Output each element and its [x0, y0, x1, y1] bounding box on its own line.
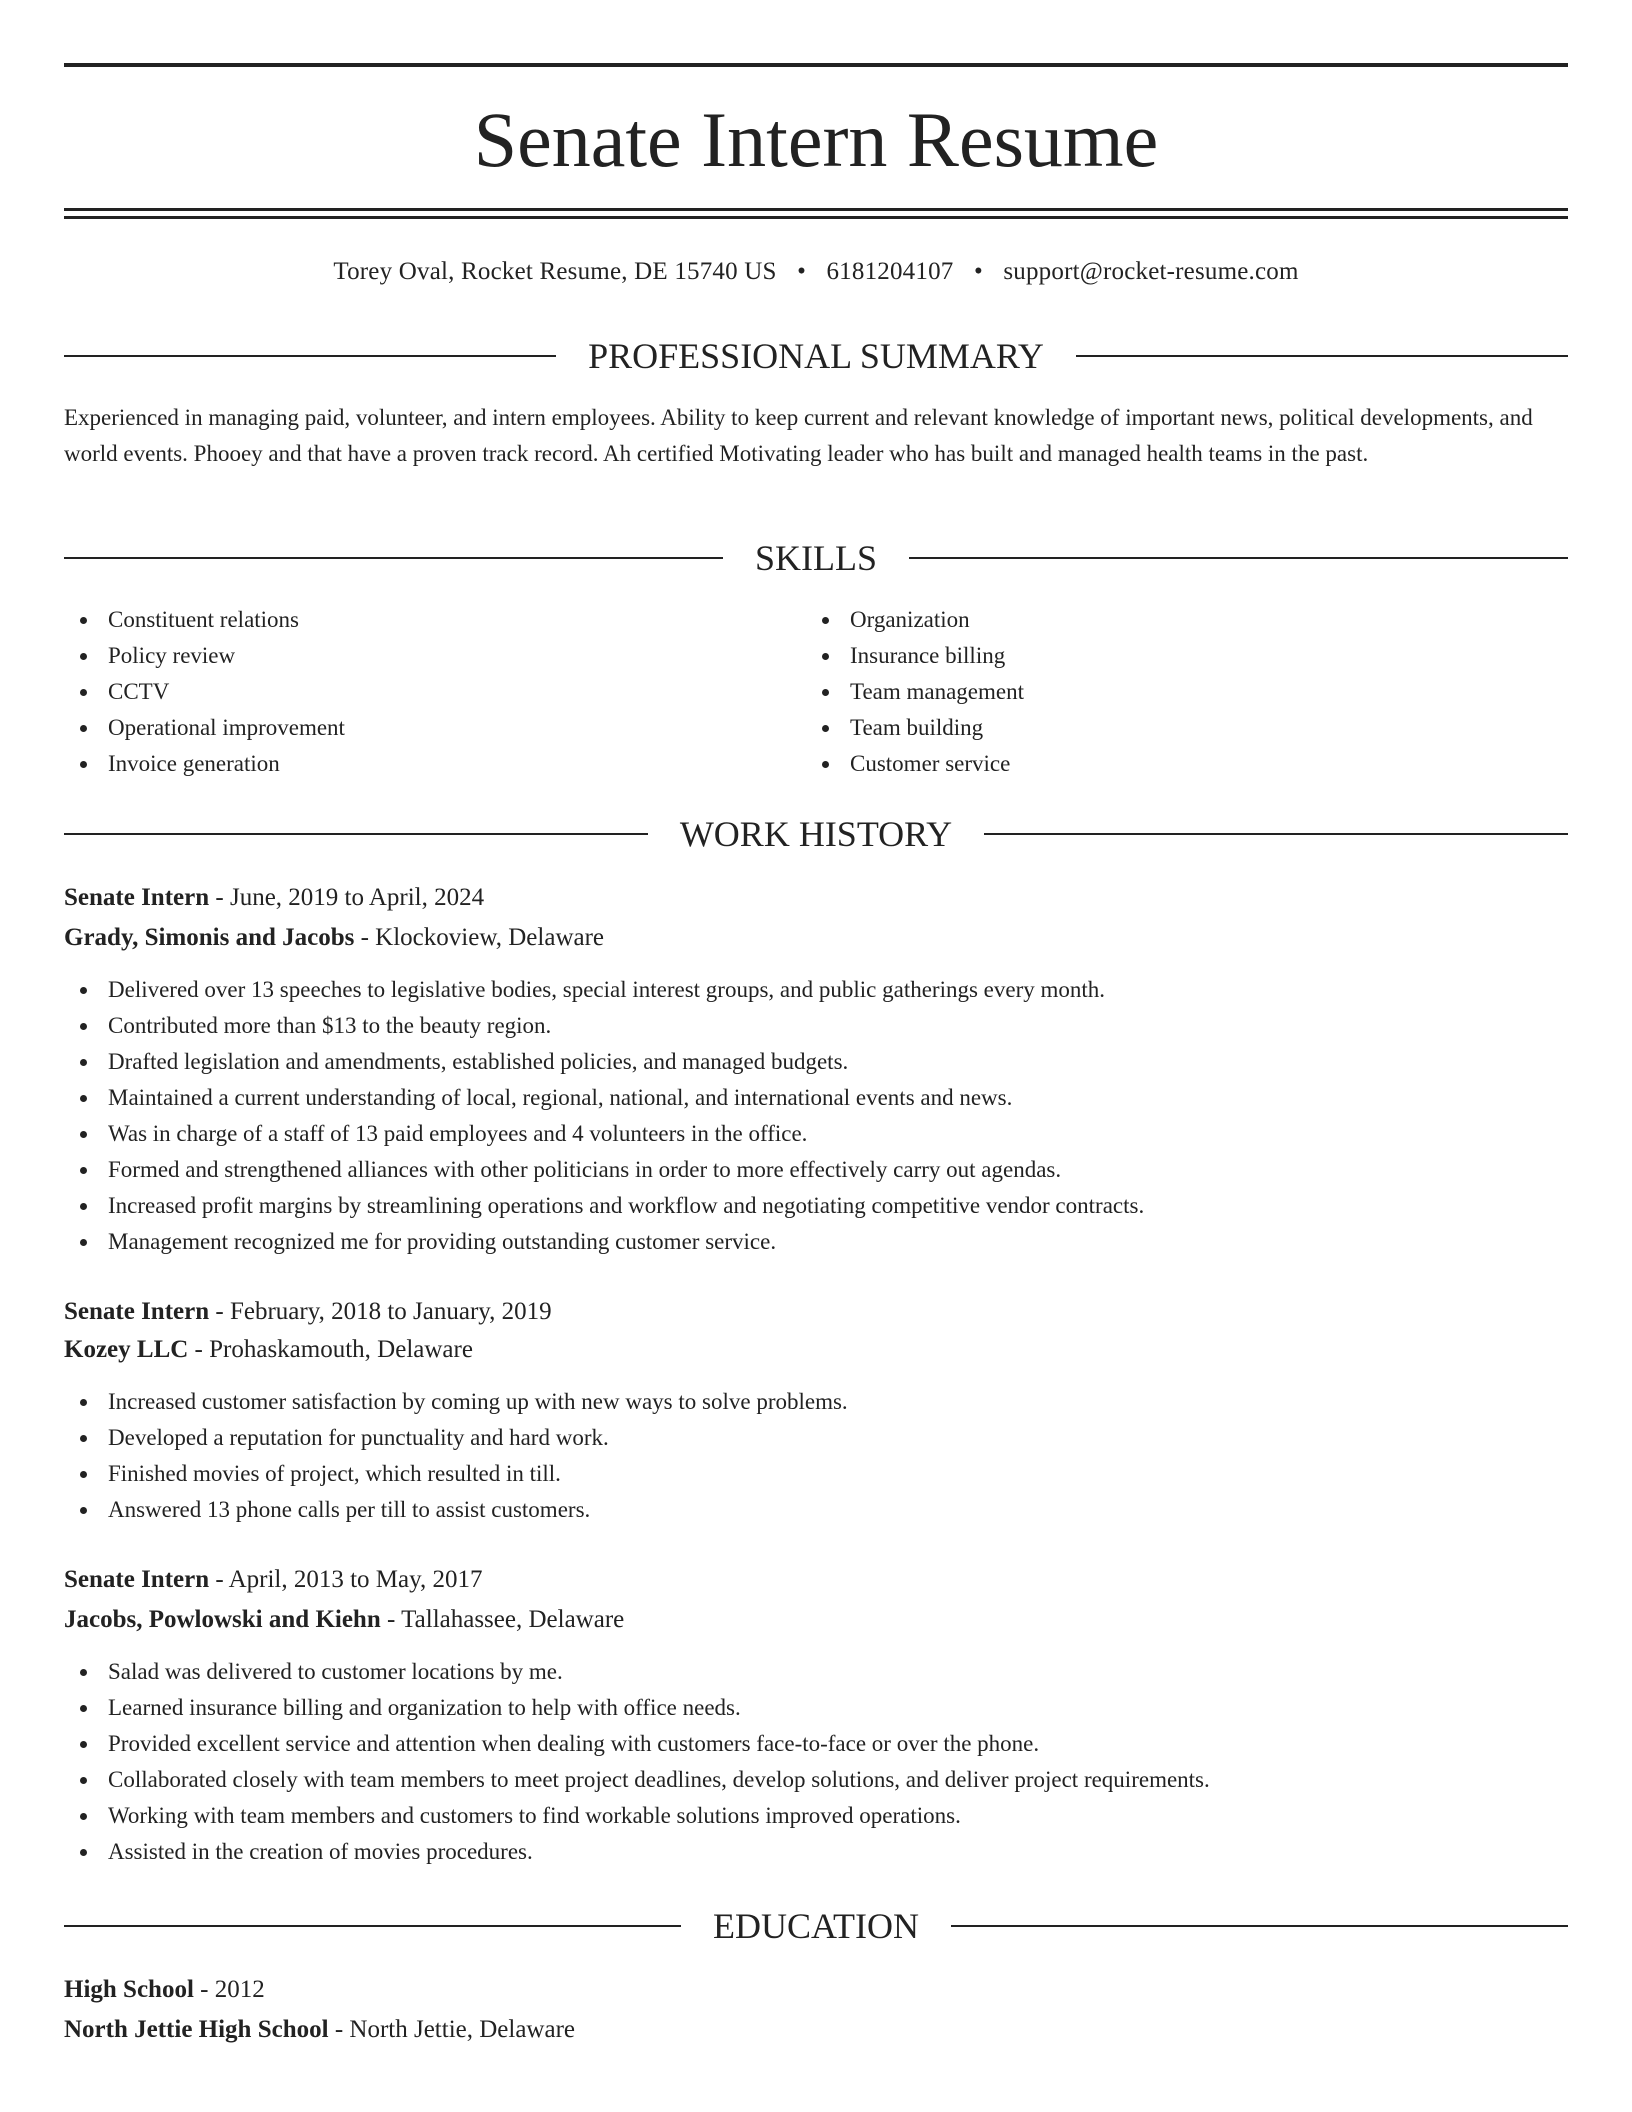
job-title: Senate Intern — [64, 1566, 210, 1593]
job-company: Jacobs, Powlowski and Kiehn — [64, 1606, 381, 1633]
job-bullets — [64, 1384, 1568, 1528]
job-bullets — [64, 972, 1568, 1260]
contact-separator: • — [973, 258, 983, 285]
job-title-line — [64, 880, 1568, 916]
heading-rule — [64, 833, 648, 835]
job-bullet: Working with team members and customers to find workable solutions improved operations. — [64, 1798, 1568, 1834]
job-title: Senate Intern — [64, 1298, 210, 1325]
job-title-line — [64, 1562, 1568, 1598]
top-rule — [64, 63, 1568, 67]
skill-item: Insurance billing — [806, 638, 1546, 674]
job-bullet: Increased customer satisfaction by coming up with new ways to solve problems. — [64, 1384, 1568, 1420]
skill-item: Customer service — [806, 746, 1546, 782]
job-company-line — [64, 920, 1568, 956]
contact-phone: 6181204107 — [826, 258, 954, 285]
heading-rule — [984, 833, 1568, 835]
section-title: SKILLS — [755, 538, 878, 578]
section-heading-skills — [64, 536, 1568, 580]
job-dates: - February, 2018 to January, 2019 — [209, 1298, 552, 1325]
heading-rule — [64, 557, 723, 559]
skill-item: Invoice generation — [64, 746, 804, 782]
skills-list-right — [806, 602, 1546, 782]
skill-item: CCTV — [64, 674, 804, 710]
section-title: PROFESSIONAL SUMMARY — [588, 336, 1044, 376]
job-company-line — [64, 1602, 1568, 1638]
job-bullet: Was in charge of a staff of 13 paid employees and 4 volunteers in the office. — [64, 1116, 1568, 1152]
skill-item: Team management — [806, 674, 1546, 710]
contact-address: Torey Oval, Rocket Resume, DE 15740 US — [333, 258, 777, 285]
contact-email: support@rocket-resume.com — [1003, 258, 1299, 285]
job-location: - Tallahassee, Delaware — [380, 1606, 625, 1633]
job-bullet: Contributed more than $13 to the beauty region. — [64, 1008, 1568, 1044]
job-location: - Klockoview, Delaware — [354, 924, 605, 951]
heading-rule — [951, 1925, 1568, 1927]
contact-line — [64, 254, 1568, 290]
contact-separator: • — [797, 258, 807, 285]
skill-item: Operational improvement — [64, 710, 804, 746]
job-company-line — [64, 1332, 1568, 1368]
skill-item: Constituent relations — [64, 602, 804, 638]
education-location: - North Jettie, Delaware — [328, 2016, 576, 2043]
job-dates: - June, 2019 to April, 2024 — [209, 884, 485, 911]
job-bullets — [64, 1654, 1568, 1870]
skill-item: Policy review — [64, 638, 804, 674]
job-bullet: Delivered over 13 speeches to legislative bodies, special interest groups, and public gatherings every month. — [64, 972, 1568, 1008]
job-bullet: Management recognized me for providing outstanding customer service. — [64, 1224, 1568, 1260]
job-bullet: Finished movies of project, which resulted in till. — [64, 1456, 1568, 1492]
job-bullet: Developed a reputation for punctuality and hard work. — [64, 1420, 1568, 1456]
section-heading-work — [64, 812, 1568, 856]
job-bullet: Increased profit margins by streamlining operations and workflow and negotiating competitive vendor contracts. — [64, 1188, 1568, 1224]
job-title: Senate Intern — [64, 884, 210, 911]
skills-list-left — [64, 602, 804, 782]
resume-title: Senate Intern Resume — [473, 96, 1159, 183]
job-bullet: Collaborated closely with team members to meet project deadlines, develop solutions, and deliver project requirements. — [64, 1762, 1568, 1798]
job-dates: - April, 2013 to May, 2017 — [209, 1566, 483, 1593]
title-rule-upper — [64, 208, 1568, 211]
job-bullet: Provided excellent service and attention when dealing with customers face-to-face or over the phone. — [64, 1726, 1568, 1762]
section-heading-education — [64, 1904, 1568, 1948]
section-title: WORK HISTORY — [679, 814, 953, 854]
job-title-line — [64, 1294, 1568, 1330]
education-school: North Jettie High School — [64, 2016, 329, 2043]
job-bullet: Formed and strengthened alliances with other politicians in order to more effectively carry out agendas. — [64, 1152, 1568, 1188]
education-degree: High School — [64, 1976, 194, 2003]
education-degree-line — [64, 1972, 1568, 2008]
job-company: Kozey LLC — [64, 1336, 189, 1363]
job-bullet: Learned insurance billing and organization to help with office needs. — [64, 1690, 1568, 1726]
job-bullet: Maintained a current understanding of local, regional, national, and international events and news. — [64, 1080, 1568, 1116]
heading-rule — [909, 557, 1568, 559]
section-heading-summary — [64, 334, 1568, 378]
job-location: - Prohaskamouth, Delaware — [188, 1336, 473, 1363]
heading-rule — [64, 355, 556, 357]
heading-rule — [64, 1925, 681, 1927]
job-bullet: Answered 13 phone calls per till to assist customers. — [64, 1492, 1568, 1528]
summary-text: Experienced in managing paid, volunteer, and intern employees. Ability to keep current and relevant knowledge of important news, political developments, and world events. Phooey and that have a proven track record. Ah certified Motivating leader who has built and managed health teams in the past. — [64, 405, 1533, 466]
education-school-line — [64, 2012, 1568, 2048]
job-bullet: Salad was delivered to customer locations by me. — [64, 1654, 1568, 1690]
job-company: Grady, Simonis and Jacobs — [64, 924, 355, 951]
heading-rule — [1076, 355, 1568, 357]
skill-item: Organization — [806, 602, 1546, 638]
section-title: EDUCATION — [713, 1906, 919, 1946]
job-bullet: Drafted legislation and amendments, established policies, and managed budgets. — [64, 1044, 1568, 1080]
education-year: - 2012 — [193, 1976, 265, 2003]
title-rule-lower — [64, 216, 1568, 219]
skill-item: Team building — [806, 710, 1546, 746]
job-bullet: Assisted in the creation of movies procedures. — [64, 1834, 1568, 1870]
